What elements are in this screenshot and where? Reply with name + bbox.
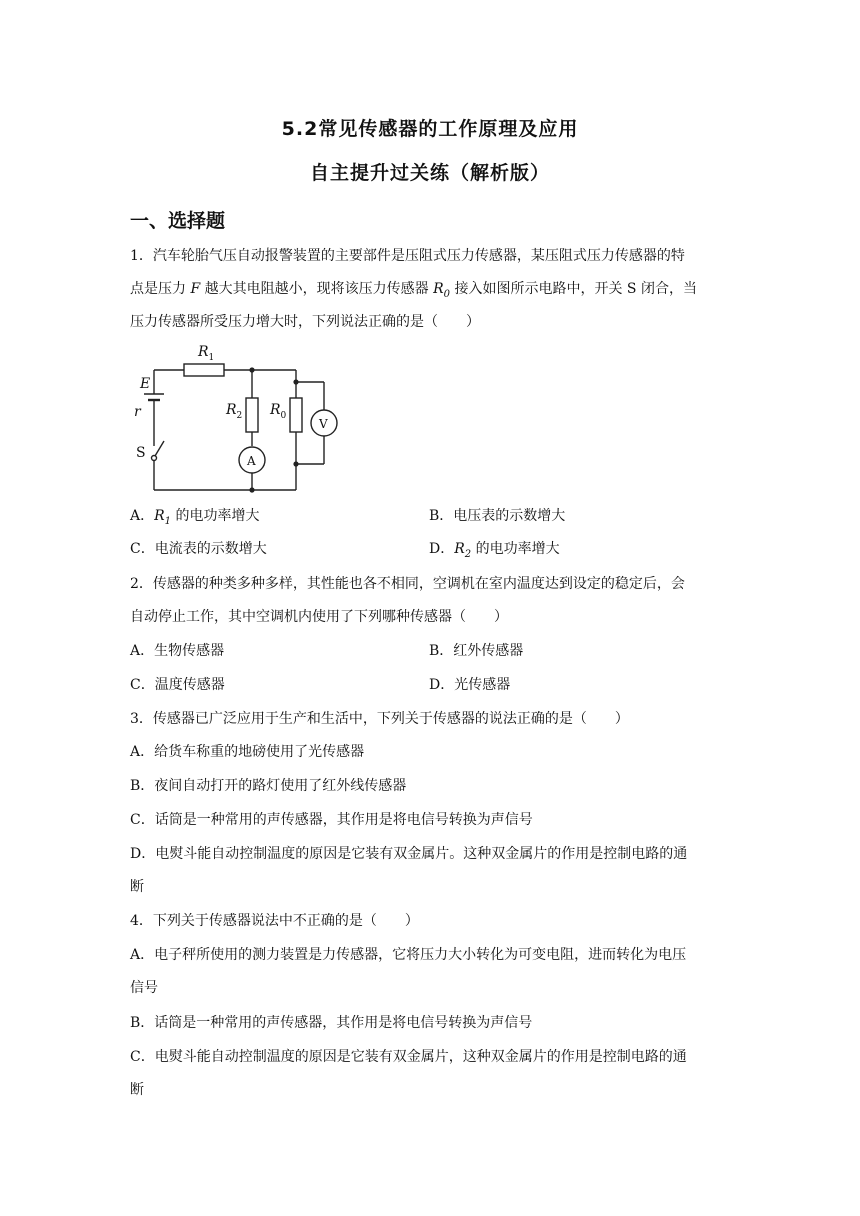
q1-stem-line2: 点是压力 F 越大其电阻越小，现将该压力传感器 $R_0$ 接入如图所示电路中，开关 S 闭合，当 [130, 281, 697, 300]
q3-option-a: A．给货车称重的地磅使用了光传感器 [130, 744, 365, 760]
q1-stem-line3: 压力传感器所受压力增大时，下列说法正确的是（ ） [130, 314, 480, 330]
q2-option-c: C．温度传感器 [130, 677, 225, 693]
page-title: 5.2常见传感器的工作原理及应用 [281, 118, 579, 140]
q4-option-a-line1: A．电子秤所使用的测力装置是力传感器，它将压力大小转化为可变电阻，进而转化为电压 [130, 947, 687, 963]
q3-option-d-line1: D．电熨斗能自动控制温度的原因是它装有双金属片。这种双金属片的作用是控制电路的通 [130, 846, 688, 862]
q2-stem-line2: 自动停止工作，其中空调机内使用了下列哪种传感器（ ） [130, 609, 508, 625]
q2-stem-line1: 2．传感器的种类多种多样，其性能也各不相同，空调机在室内温度达到设定的稳定后，会 [130, 576, 685, 592]
label-r: r [134, 404, 141, 420]
q1-option-b: B．电压表的示数增大 [429, 508, 566, 524]
q1-option-c: C．电流表的示数增大 [130, 541, 267, 557]
q1-option-a: A．$R_1$ 的电功率增大 [130, 508, 260, 527]
page-subtitle: 自主提升过关练（解析版） [309, 162, 550, 184]
q3-option-d-line2: 断 [130, 879, 144, 895]
q2-option-d: D．光传感器 [429, 677, 511, 693]
voltmeter-symbol: V [319, 417, 328, 431]
circuit-diagram [132, 338, 342, 498]
q2-option-a: A．生物传感器 [130, 643, 225, 659]
q3-option-c: C．话筒是一种常用的声传感器，其作用是将电信号转换为声信号 [130, 812, 533, 828]
label-R1: $R_1$ [198, 344, 215, 363]
label-S: S [136, 445, 146, 461]
ammeter-symbol: A [247, 454, 256, 468]
q3-stem: 3．传感器已广泛应用于生产和生活中，下列关于传感器的说法正确的是（ ） [130, 711, 629, 727]
q4-option-b: B．话筒是一种常用的声传感器，其作用是将电信号转换为声信号 [130, 1015, 533, 1031]
q4-option-a-line2: 信号 [130, 980, 158, 996]
q4-stem: 4．下列关于传感器说法中不正确的是（ ） [130, 913, 419, 929]
q4-option-c-line2: 断 [130, 1082, 144, 1098]
section-heading: 一、选择题 [130, 210, 226, 232]
q2-option-b: B．红外传感器 [429, 643, 524, 659]
q1-stem-line1: 1．汽车轮胎气压自动报警装置的主要部件是压阻式压力传感器，某压阻式压力传感器的特 [130, 248, 685, 264]
q1-option-d: D．$R_2$ 的电功率增大 [429, 541, 560, 560]
label-E: E [140, 376, 151, 392]
label-R0: $R_0$ [270, 402, 287, 421]
q3-option-b: B．夜间自动打开的路灯使用了红外线传感器 [130, 778, 407, 794]
q4-option-c-line1: C．电熨斗能自动控制温度的原因是它装有双金属片，这种双金属片的作用是控制电路的通 [130, 1049, 687, 1065]
label-R2: $R_2$ [226, 402, 243, 421]
